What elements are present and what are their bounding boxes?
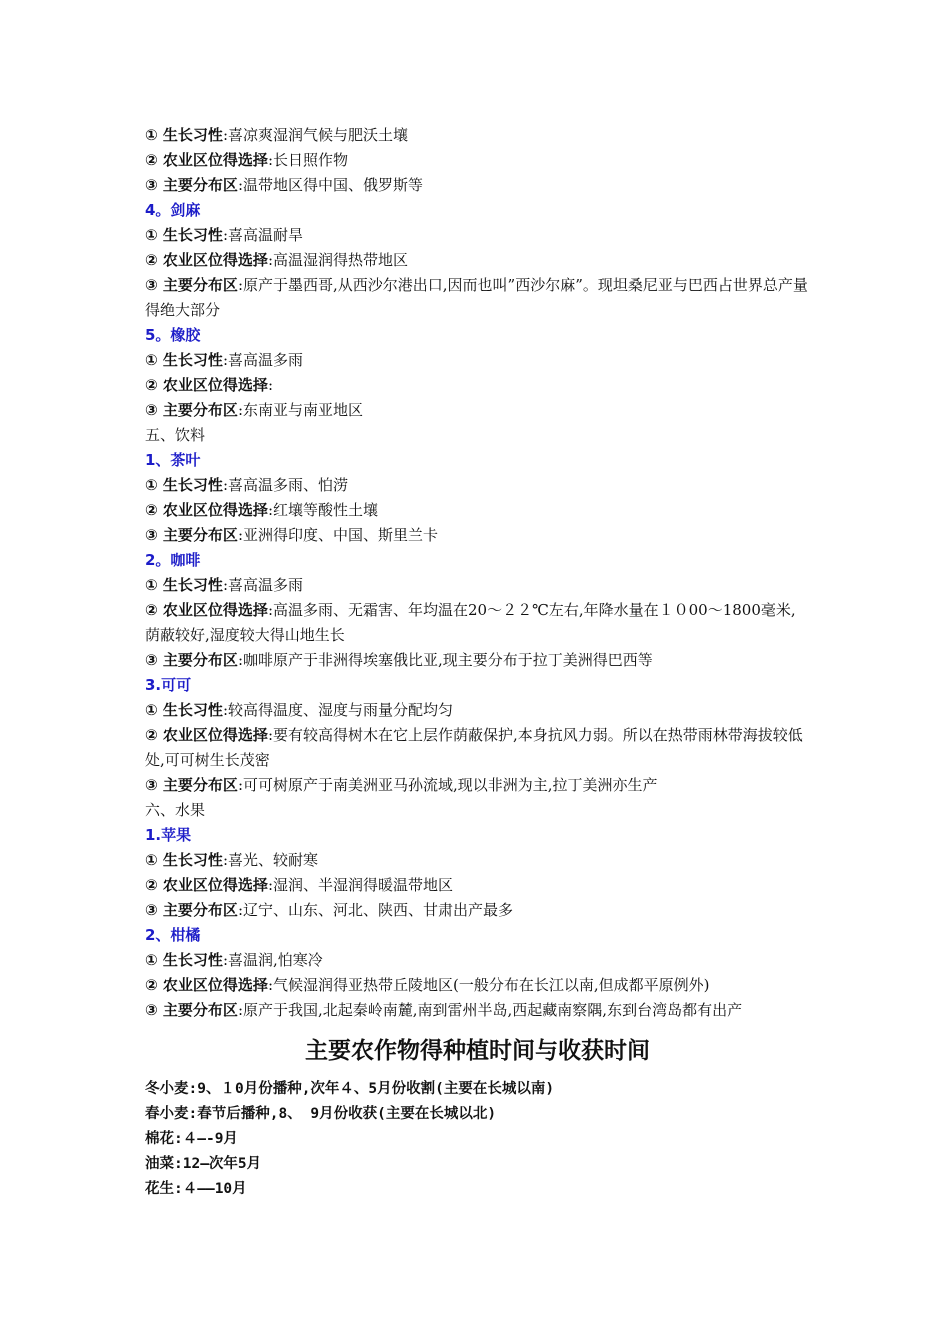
note-text: :可可树原产于南美洲亚马孙流域,现以非洲为主,拉丁美洲亦生产 bbox=[237, 776, 658, 794]
document-page bbox=[145, 123, 810, 1202]
note-text: :喜凉爽湿润气候与肥沃土壤 bbox=[222, 126, 408, 144]
note-label: ③ 主要分布区 bbox=[145, 651, 238, 669]
note-label: ① 生长习性 bbox=[145, 476, 223, 494]
note-label: ① 生长习性 bbox=[145, 701, 223, 719]
note-line bbox=[145, 248, 810, 273]
note-text: :喜高温耐旱 bbox=[222, 226, 303, 244]
crop-schedule-item: 冬小麦:9、１0月份播种,次年４、5月份收割(主要在长城以南) bbox=[145, 1081, 555, 1097]
note-line bbox=[145, 373, 810, 398]
note-label: ① 生长习性 bbox=[145, 851, 223, 869]
note-text: :较高得温度、湿度与雨量分配均匀 bbox=[222, 701, 453, 719]
category-heading: 五、饮料 bbox=[145, 426, 206, 444]
note-label: ② 农业区位得选择 bbox=[145, 976, 268, 994]
note-line bbox=[145, 523, 810, 548]
crop-subheading: 2、柑橘 bbox=[145, 926, 201, 944]
note-line bbox=[145, 398, 810, 423]
note-text: :喜温润,怕寒冷 bbox=[222, 951, 323, 969]
crop-schedule-item: 油菜:12—次年5月 bbox=[145, 1156, 262, 1172]
note-line bbox=[145, 773, 810, 798]
note-text: :红壤等酸性土壤 bbox=[267, 501, 378, 519]
note-label: ② 农业区位得选择 bbox=[145, 151, 268, 169]
note-line bbox=[145, 473, 810, 498]
section-title: 主要农作物得种植时间与收获时间 bbox=[305, 1038, 650, 1064]
note-line bbox=[145, 173, 810, 198]
note-label: ③ 主要分布区 bbox=[145, 401, 238, 419]
note-line bbox=[145, 848, 810, 873]
note-line bbox=[145, 573, 810, 598]
crop-schedule-list bbox=[145, 1077, 810, 1202]
note-label: ③ 主要分布区 bbox=[145, 176, 238, 194]
note-text: :高温湿润得热带地区 bbox=[267, 251, 408, 269]
crop-schedule-item: 棉花:４—-9月 bbox=[145, 1131, 238, 1147]
note-label: ③ 主要分布区 bbox=[145, 526, 238, 544]
note-label: ① 生长习性 bbox=[145, 951, 223, 969]
note-label: ② 农业区位得选择 bbox=[145, 601, 268, 619]
note-line bbox=[145, 898, 810, 923]
note-text: :咖啡原产于非洲得埃塞俄比亚,现主要分布于拉丁美洲得巴西等 bbox=[237, 651, 653, 669]
note-text: :长日照作物 bbox=[267, 151, 348, 169]
note-label: ① 生长习性 bbox=[145, 126, 223, 144]
note-line bbox=[145, 698, 810, 723]
note-line bbox=[145, 148, 810, 173]
note-line bbox=[145, 123, 810, 148]
note-text: :辽宁、山东、河北、陕西、甘肃出产最多 bbox=[237, 901, 513, 919]
note-text: :喜高温多雨、怕涝 bbox=[222, 476, 348, 494]
note-line bbox=[145, 348, 810, 373]
note-text: :温带地区得中国、俄罗斯等 bbox=[237, 176, 423, 194]
note-line bbox=[145, 973, 810, 998]
note-label: ③ 主要分布区 bbox=[145, 776, 238, 794]
note-label: ② 农业区位得选择 bbox=[145, 376, 268, 394]
note-line bbox=[145, 948, 810, 973]
note-label: ② 农业区位得选择 bbox=[145, 501, 268, 519]
crop-schedule-item: 花生:４——10月 bbox=[145, 1181, 247, 1197]
crop-schedule-item: 春小麦:春节后播种,8、 9月份收获(主要在长城以北) bbox=[145, 1106, 497, 1122]
note-line bbox=[145, 223, 810, 248]
note-line bbox=[145, 273, 810, 323]
note-text: :原产于我国,北起秦岭南麓,南到雷州半岛,西起藏南察隅,东到台湾岛都有出产 bbox=[237, 1001, 743, 1019]
note-label: ① 生长习性 bbox=[145, 576, 223, 594]
note-text: :喜高温多雨 bbox=[222, 576, 303, 594]
note-label: ③ 主要分布区 bbox=[145, 901, 238, 919]
note-label: ② 农业区位得选择 bbox=[145, 876, 268, 894]
crop-notes bbox=[145, 123, 810, 1023]
note-line bbox=[145, 998, 810, 1023]
note-label: ② 农业区位得选择 bbox=[145, 726, 268, 744]
note-text: :湿润、半湿润得暖温带地区 bbox=[267, 876, 453, 894]
note-line bbox=[145, 598, 810, 648]
note-text: :要有较高得树木在它上层作荫蔽保护,本身抗风力弱。所以在热带雨林带海拔较低处,可可树生长茂密 bbox=[145, 726, 803, 769]
note-line bbox=[145, 648, 810, 673]
note-line bbox=[145, 498, 810, 523]
crop-subheading: 4。剑麻 bbox=[145, 201, 201, 219]
crop-subheading: 2。咖啡 bbox=[145, 551, 201, 569]
crop-subheading: 3.可可 bbox=[145, 676, 192, 694]
crop-subheading: 5。橡胶 bbox=[145, 326, 201, 344]
note-label: ① 生长习性 bbox=[145, 351, 223, 369]
note-text: :东南亚与南亚地区 bbox=[237, 401, 363, 419]
crop-subheading: 1、茶叶 bbox=[145, 451, 201, 469]
crop-subheading: 1.苹果 bbox=[145, 826, 192, 844]
note-label: ① 生长习性 bbox=[145, 226, 223, 244]
note-text: :喜光、较耐寒 bbox=[222, 851, 318, 869]
note-text: :亚洲得印度、中国、斯里兰卡 bbox=[237, 526, 438, 544]
note-text: : bbox=[267, 376, 273, 394]
note-text: :喜高温多雨 bbox=[222, 351, 303, 369]
note-label: ③ 主要分布区 bbox=[145, 276, 238, 294]
note-line bbox=[145, 873, 810, 898]
note-text: :原产于墨西哥,从西沙尔港出口,因而也叫”西沙尔麻”。现坦桑尼亚与巴西占世界总产量得绝大部分 bbox=[145, 276, 808, 319]
note-label: ② 农业区位得选择 bbox=[145, 251, 268, 269]
note-text: :高温多雨、无霜害、年均温在20～２２℃左右,年降水量在１０00～1800毫米,荫蔽较好,湿度较大得山地生长 bbox=[145, 601, 796, 644]
category-heading: 六、水果 bbox=[145, 801, 206, 819]
note-text: :气候湿润得亚热带丘陵地区(一般分布在长江以南,但成都平原例外) bbox=[267, 976, 710, 994]
note-label: ③ 主要分布区 bbox=[145, 1001, 238, 1019]
note-line bbox=[145, 723, 810, 773]
